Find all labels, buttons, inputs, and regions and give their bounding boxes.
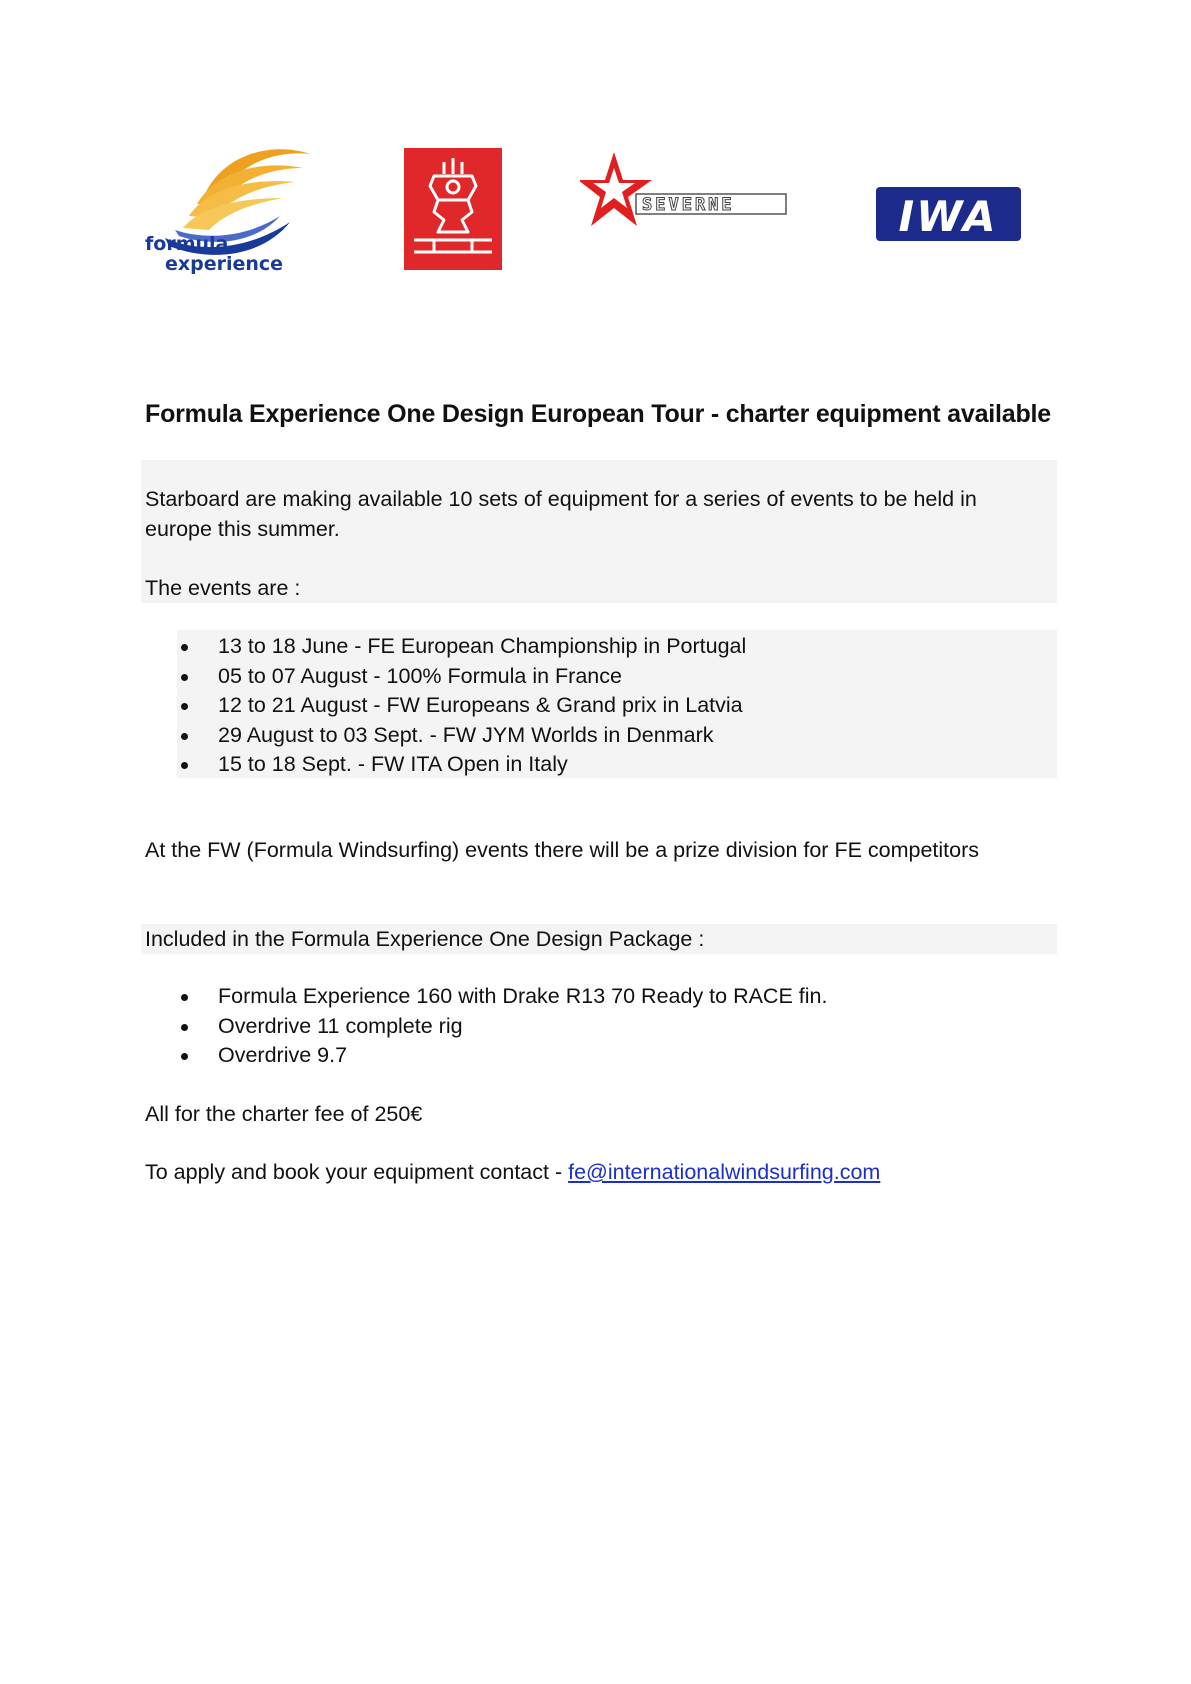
prize-note: At the FW (Formula Windsurfing) events there will be a prize division for FE competitors: [145, 838, 980, 862]
event-text: 12 to 21 August - FW Europeans & Grand prix in Latvia: [218, 693, 743, 717]
bullet-icon: [181, 1024, 188, 1031]
page-title: Formula Experience One Design European Tour - charter equipment available: [145, 400, 1052, 428]
formula-experience-logo: [145, 142, 315, 277]
list-item: [145, 1041, 827, 1071]
apply-prefix: To apply and book your equipment contact -: [145, 1160, 569, 1184]
intro-paragraph: Starboard are making available 10 sets of equipment for a series of events to be held in europe this summer.: [145, 487, 977, 541]
package-item-text: Overdrive 9.7: [218, 1043, 348, 1067]
list-item: [145, 721, 746, 751]
fe-sail-stripes: [183, 149, 310, 230]
list-item: [145, 691, 746, 721]
contact-email-link[interactable]: fe@internationalwindsurfing.com: [568, 1160, 881, 1184]
bullet-icon: [181, 644, 188, 651]
package-item-text: Formula Experience 160 with Drake R13 70 Ready to RACE fin.: [218, 984, 828, 1008]
severne-logo: [580, 148, 788, 238]
bullet-icon: [181, 733, 188, 740]
package-item-text: Overdrive 11 complete rig: [218, 1013, 463, 1038]
fe-logo-line2: experience: [165, 253, 284, 275]
list-item: [145, 982, 827, 1012]
bullet-icon: [181, 703, 188, 710]
bullet-icon: [181, 674, 188, 681]
list-item: [145, 632, 746, 662]
event-text: 13 to 18 June - FE European Championship in Portugal: [218, 634, 747, 658]
event-text: 05 to 07 August - 100% Formula in France: [218, 663, 622, 688]
list-item: [145, 750, 746, 780]
starboard-logo: [404, 148, 502, 270]
iwa-wordmark: IWA: [898, 192, 998, 241]
apply-line: [145, 1158, 880, 1188]
package-list: [145, 982, 827, 1071]
package-label: Included in the Formula Experience One Design Package :: [145, 927, 705, 951]
charter-fee: All for the charter fee of 250€: [145, 1102, 423, 1126]
list-item: [145, 1012, 827, 1042]
bullet-icon: [181, 994, 188, 1001]
event-text: 15 to 18 Sept. - FW ITA Open in Italy: [218, 752, 568, 776]
events-label: The events are :: [145, 576, 301, 600]
event-text: 29 August to 03 Sept. - FW JYM Worlds in Denmark: [218, 722, 714, 747]
bullet-icon: [181, 1053, 188, 1060]
fe-logo-line1: formula: [145, 233, 229, 255]
events-list: [145, 632, 746, 780]
list-item: [145, 662, 746, 692]
bullet-icon: [181, 762, 188, 769]
severne-wordmark: SEVERNE: [642, 195, 735, 215]
iwa-logo: [876, 183, 1021, 245]
